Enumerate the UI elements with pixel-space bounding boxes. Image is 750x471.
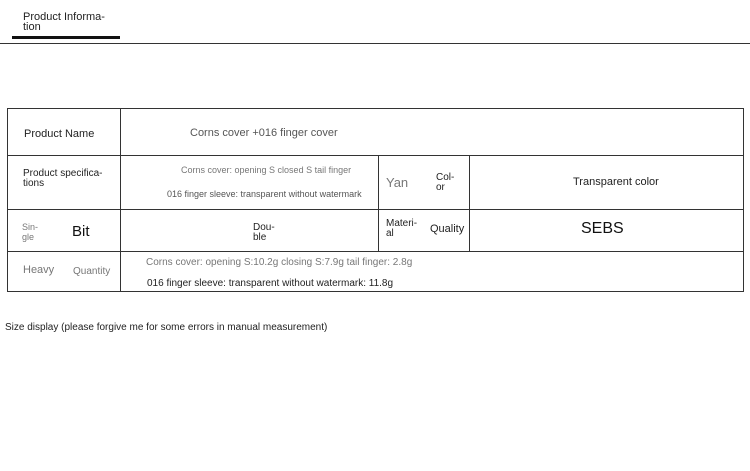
active-tab-indicator <box>12 36 120 39</box>
color-label-part-1: Yan <box>386 175 409 190</box>
tab-product-information[interactable]: Product Informa- tion <box>23 11 105 33</box>
material-label-part-1: Materi- al <box>386 218 418 239</box>
column-divider <box>120 109 121 291</box>
column-divider <box>469 155 470 251</box>
product-specifications-label: Product specifica- tions <box>23 168 103 189</box>
row-divider <box>8 155 743 156</box>
size-display-note: Size display (please forgive me for some errors in manual measurement) <box>5 322 328 333</box>
header-divider <box>0 43 750 44</box>
double-value: Dou- ble <box>253 222 275 243</box>
single-label-part-1: Sin- gle <box>22 222 39 242</box>
weight-line-1: Corns cover: opening S:10.2g closing S:7.9g tail finger: 2.8g <box>146 257 413 268</box>
material-value: SEBS <box>581 220 624 237</box>
color-label-part-2: Col- or <box>436 172 455 193</box>
specifications-line-2: 016 finger sleeve: transparent without watermark <box>167 189 362 199</box>
color-value: Transparent color <box>573 176 659 188</box>
weight-label-part-1: Heavy <box>23 264 55 276</box>
row-divider <box>8 251 743 252</box>
material-label-part-2: Quality <box>430 223 465 235</box>
row-divider <box>8 209 743 210</box>
product-name-label: Product Name <box>24 128 95 140</box>
weight-line-2: 016 finger sleeve: transparent without watermark: 11.8g <box>147 278 394 289</box>
column-divider <box>378 155 379 251</box>
specifications-line-1: Corns cover: opening S closed S tail finger <box>181 165 352 175</box>
single-label-part-2: Bit <box>72 223 90 240</box>
product-info-table <box>7 108 744 292</box>
product-name-value: Corns cover +016 finger cover <box>190 127 338 139</box>
weight-label-part-2: Quantity <box>73 266 111 277</box>
